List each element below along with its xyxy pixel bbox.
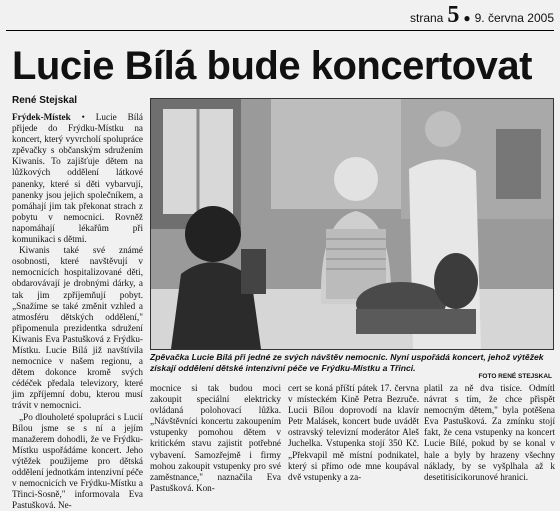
article-paragraph: cert se koná příští pátek 17. června v místeckém Kině Petra Bezruče. Lucii Bílou doprovodí na klavír Petr Malásek, koncert bude uvádět ostravský televizní moderátor Aleš Juchelka. Vstupenka stojí 350 Kč. „Překvapil mě místní podnikatel, který si přímo ode mne koupával dvě vstupenky a za- — [288, 383, 419, 482]
article-paragraph: mocnice si tak budou moci zakoupit speciální elektricky ovládaná polohovací lůžka. „Návštěvníci koncertu zakoupením vstupenky pomohou dětem v kritickém stavu zajistit potřebné vybavení. Samozřejmě i firmy mohou zakoupit vstupenky pro své zaměstnance," naznačila Eva Pastušková. Kon- — [150, 383, 281, 493]
byline: René Stejskal — [12, 95, 78, 106]
article-paragraph: platil za ně dva tisíce. Odmítl návrat s tím, že chce přispět nemocným dětem," byla potěšena Eva Pastušková. Za zmínku stojí fakt, že cena vstupenky na koncert Lucie Bílé, pokud by se konal v hale a byly by hrazeny všechny náklady, by se vyšplhala až k desetitisícikorunové hranici. — [424, 383, 555, 482]
page-header — [410, 2, 554, 28]
hospital-photo-image — [151, 99, 553, 349]
photo-caption: Zpěvačka Lucie Bílá při jedné ze svých návštěv nemocnic. Nyní uspořádá koncert, jehož výtěžek získají oddělení dětské intenzivní péče ve Frýdku-Místku a Třinci. — [150, 352, 544, 373]
photo — [150, 98, 554, 350]
page-number: 5 — [447, 2, 460, 28]
article-column-3 — [288, 383, 419, 483]
article-paragraph: Kiwanis také své známé osobnosti, které navštěvují v nemocnicích hospitalizované děti, obdarovávají je drobnými dárky, a tak jim zpříjemňují pobyt. „Snažíme se také změnit vzhled a atmosféru dětských oddělení," připomenula prezidentka sdružení Kiwanis Eva Pastušková z Frýdku-Místku. Lucie Bílá již navštívila nemocnice v našem regionu, a dětem dokonce kromě svých cédéček předala televizory, které jim zpříjemní dobu, kterou musí trávit v nemocnici. — [12, 245, 143, 411]
issue-date: 9. června 2005 — [474, 11, 554, 25]
article-paragraph: Frýdek-Místek • Lucie Bílá přijede do Frýdku-Místku na koncert, který vyvrcholí spolupráce zpěvačky s občanským sdružením Kiwanis. To zajišťuje dětem na lůžkových oddělení látkové panenky, které si děti vybarvují, panenky jsou jejich společníkem, a pomáhají jim tak překonat strach z pobytu v nemocnici. Rovněž napomáhají lékařům při komunikaci s dětmi. — [12, 112, 143, 245]
article-column-4 — [424, 383, 555, 483]
dateline: Frýdek-Místek — [12, 112, 71, 122]
article-paragraph: „Po dlouholeté spolupráci s Lucií Bílou jsme se s ní a jejím manažerem dohodli, že ve Frýdku-Místku uspořádáme koncert. Jeho výtěžek použijeme pro dětská oddělení jednotkám intenzivní péče v nemocnicích ve Frýdku-Místku a Třinci-Sosně," informovala Eva Pastušková. Ne- — [12, 411, 143, 511]
header-label: strana — [410, 11, 444, 25]
article-column-1 — [12, 112, 143, 511]
article-column-2 — [150, 383, 281, 493]
header-rule — [6, 30, 554, 31]
headline: Lucie Bílá bude koncertovat — [12, 44, 532, 88]
bullet-icon: ● — [463, 11, 471, 25]
photo-credit: FOTO RENÉ STEJSKAL — [478, 373, 552, 380]
